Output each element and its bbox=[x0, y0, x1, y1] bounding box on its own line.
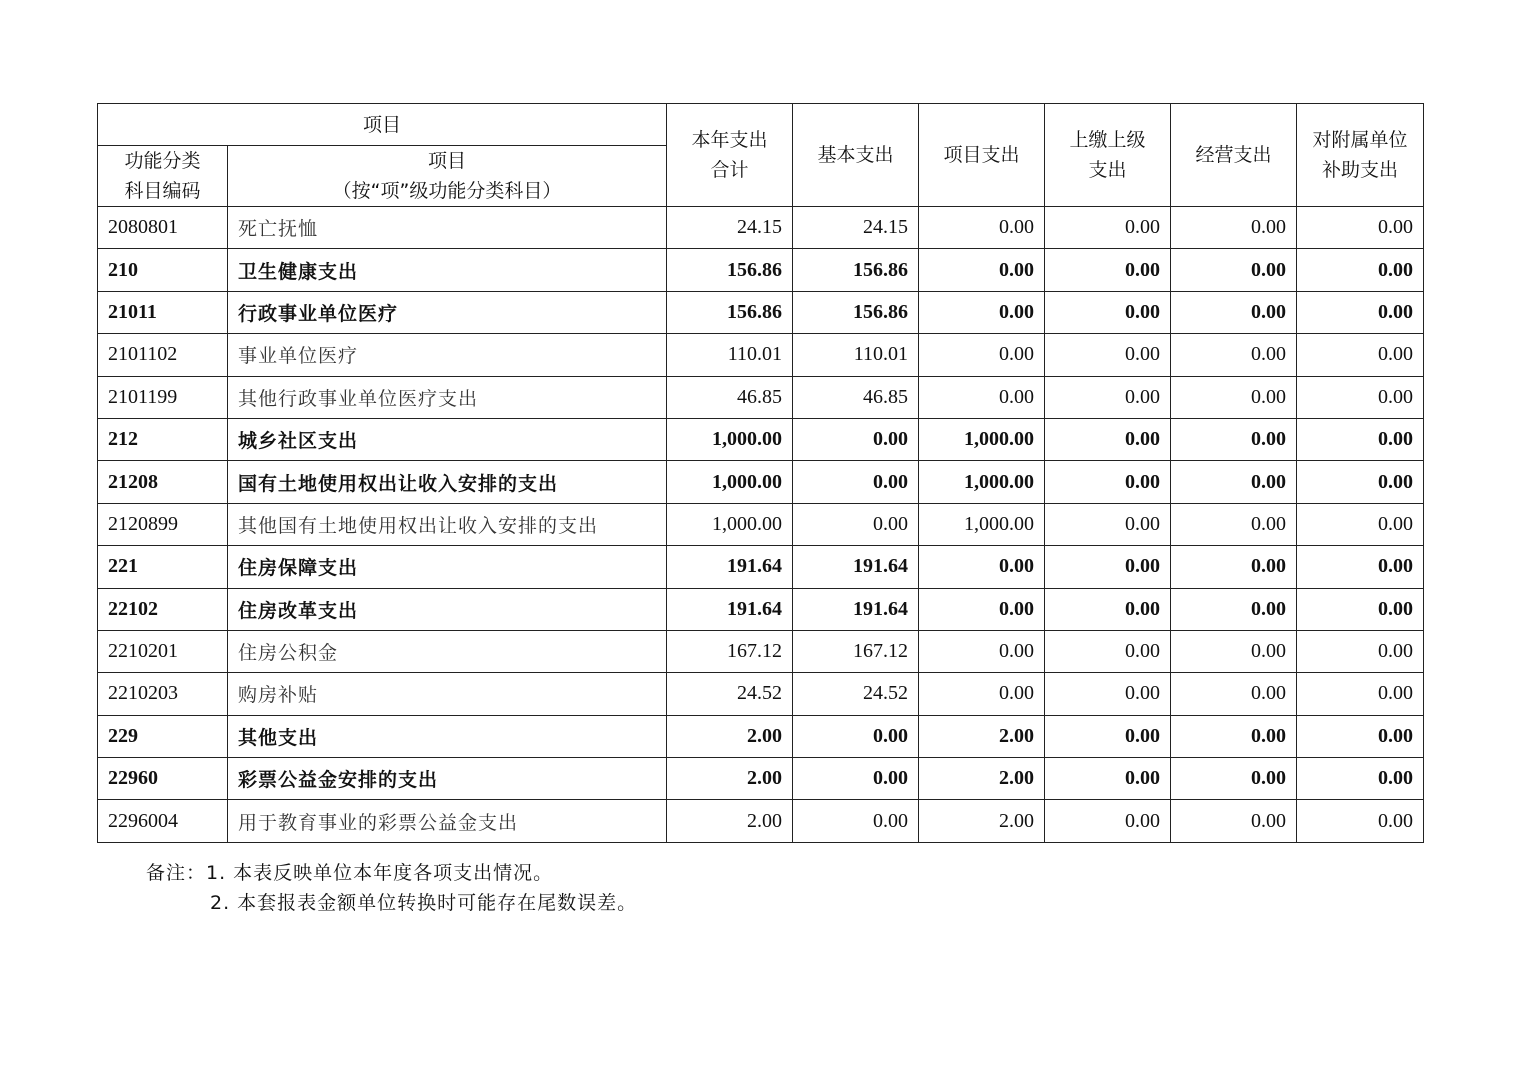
cell-basic: 0.00 bbox=[793, 715, 919, 757]
cell-upper: 0.00 bbox=[1045, 461, 1171, 503]
header-name-line1: 项目 bbox=[428, 150, 467, 172]
cell-code: 210 bbox=[98, 249, 228, 291]
cell-name: 国有土地使用权出让收入安排的支出 bbox=[228, 461, 667, 503]
cell-project: 0.00 bbox=[919, 376, 1045, 418]
cell-subsidy: 0.00 bbox=[1297, 758, 1424, 800]
header-name bbox=[228, 146, 667, 207]
cell-name: 死亡抚恤 bbox=[228, 207, 667, 249]
header-name-line2: （按“项”级功能分类科目） bbox=[332, 180, 562, 202]
cell-total: 191.64 bbox=[667, 588, 793, 630]
cell-name: 住房保障支出 bbox=[228, 546, 667, 588]
table-row bbox=[98, 546, 1424, 588]
cell-basic: 156.86 bbox=[793, 291, 919, 333]
cell-upper: 0.00 bbox=[1045, 249, 1171, 291]
cell-business: 0.00 bbox=[1171, 800, 1297, 842]
table-row bbox=[98, 758, 1424, 800]
cell-name: 卫生健康支出 bbox=[228, 249, 667, 291]
table-row bbox=[98, 249, 1424, 291]
cell-business: 0.00 bbox=[1171, 546, 1297, 588]
cell-code: 21208 bbox=[98, 461, 228, 503]
cell-project: 1,000.00 bbox=[919, 418, 1045, 460]
cell-name: 其他支出 bbox=[228, 715, 667, 757]
cell-name: 事业单位医疗 bbox=[228, 334, 667, 376]
cell-project: 0.00 bbox=[919, 291, 1045, 333]
cell-upper: 0.00 bbox=[1045, 715, 1171, 757]
cell-upper: 0.00 bbox=[1045, 546, 1171, 588]
cell-project: 1,000.00 bbox=[919, 461, 1045, 503]
cell-subsidy: 0.00 bbox=[1297, 291, 1424, 333]
cell-upper: 0.00 bbox=[1045, 291, 1171, 333]
header-upper: 上缴上级 支出 bbox=[1045, 104, 1171, 207]
cell-upper: 0.00 bbox=[1045, 334, 1171, 376]
cell-business: 0.00 bbox=[1171, 673, 1297, 715]
header-business: 经营支出 bbox=[1171, 104, 1297, 207]
cell-business: 0.00 bbox=[1171, 249, 1297, 291]
cell-code: 22102 bbox=[98, 588, 228, 630]
cell-code: 2080801 bbox=[98, 207, 228, 249]
table-row bbox=[98, 588, 1424, 630]
cell-business: 0.00 bbox=[1171, 461, 1297, 503]
cell-business: 0.00 bbox=[1171, 418, 1297, 460]
cell-project: 0.00 bbox=[919, 249, 1045, 291]
expenditure-table bbox=[97, 103, 1424, 843]
cell-name: 城乡社区支出 bbox=[228, 418, 667, 460]
cell-subsidy: 0.00 bbox=[1297, 630, 1424, 672]
cell-total: 191.64 bbox=[667, 546, 793, 588]
header-subsidy: 对附属单位 补助支出 bbox=[1297, 104, 1424, 207]
cell-basic: 167.12 bbox=[793, 630, 919, 672]
table-row bbox=[98, 291, 1424, 333]
cell-basic: 0.00 bbox=[793, 503, 919, 545]
cell-subsidy: 0.00 bbox=[1297, 334, 1424, 376]
cell-basic: 24.52 bbox=[793, 673, 919, 715]
header-total: 本年支出 合计 bbox=[667, 104, 793, 207]
cell-business: 0.00 bbox=[1171, 758, 1297, 800]
cell-subsidy: 0.00 bbox=[1297, 207, 1424, 249]
cell-business: 0.00 bbox=[1171, 291, 1297, 333]
table-row bbox=[98, 418, 1424, 460]
cell-project: 2.00 bbox=[919, 800, 1045, 842]
cell-business: 0.00 bbox=[1171, 376, 1297, 418]
cell-basic: 156.86 bbox=[793, 249, 919, 291]
table-row bbox=[98, 503, 1424, 545]
cell-subsidy: 0.00 bbox=[1297, 249, 1424, 291]
header-basic: 基本支出 bbox=[793, 104, 919, 207]
cell-code: 221 bbox=[98, 546, 228, 588]
cell-subsidy: 0.00 bbox=[1297, 461, 1424, 503]
cell-code: 2210203 bbox=[98, 673, 228, 715]
cell-name: 行政事业单位医疗 bbox=[228, 291, 667, 333]
table-row bbox=[98, 376, 1424, 418]
cell-total: 1,000.00 bbox=[667, 461, 793, 503]
cell-subsidy: 0.00 bbox=[1297, 503, 1424, 545]
cell-total: 110.01 bbox=[667, 334, 793, 376]
cell-subsidy: 0.00 bbox=[1297, 418, 1424, 460]
cell-total: 1,000.00 bbox=[667, 503, 793, 545]
cell-upper: 0.00 bbox=[1045, 503, 1171, 545]
cell-project: 0.00 bbox=[919, 588, 1045, 630]
cell-total: 2.00 bbox=[667, 758, 793, 800]
cell-business: 0.00 bbox=[1171, 334, 1297, 376]
cell-total: 46.85 bbox=[667, 376, 793, 418]
cell-basic: 46.85 bbox=[793, 376, 919, 418]
cell-upper: 0.00 bbox=[1045, 376, 1171, 418]
cell-total: 1,000.00 bbox=[667, 418, 793, 460]
cell-name: 住房公积金 bbox=[228, 630, 667, 672]
cell-name: 其他行政事业单位医疗支出 bbox=[228, 376, 667, 418]
cell-code: 21011 bbox=[98, 291, 228, 333]
cell-basic: 24.15 bbox=[793, 207, 919, 249]
cell-business: 0.00 bbox=[1171, 715, 1297, 757]
cell-subsidy: 0.00 bbox=[1297, 588, 1424, 630]
cell-total: 2.00 bbox=[667, 715, 793, 757]
cell-total: 156.86 bbox=[667, 249, 793, 291]
cell-project: 0.00 bbox=[919, 207, 1045, 249]
header-code: 功能分类 科目编码 bbox=[98, 146, 228, 207]
notes bbox=[146, 858, 637, 918]
cell-upper: 0.00 bbox=[1045, 758, 1171, 800]
cell-upper: 0.00 bbox=[1045, 207, 1171, 249]
table-row bbox=[98, 334, 1424, 376]
note-line-2: 2. 本套报表金额单位转换时可能存在尾数误差。 bbox=[210, 892, 638, 914]
cell-upper: 0.00 bbox=[1045, 630, 1171, 672]
cell-total: 156.86 bbox=[667, 291, 793, 333]
table-row bbox=[98, 461, 1424, 503]
table-body bbox=[98, 207, 1424, 843]
cell-subsidy: 0.00 bbox=[1297, 715, 1424, 757]
cell-total: 24.52 bbox=[667, 673, 793, 715]
cell-project: 0.00 bbox=[919, 630, 1045, 672]
cell-subsidy: 0.00 bbox=[1297, 800, 1424, 842]
cell-total: 24.15 bbox=[667, 207, 793, 249]
cell-name: 住房改革支出 bbox=[228, 588, 667, 630]
cell-total: 2.00 bbox=[667, 800, 793, 842]
cell-name: 其他国有土地使用权出让收入安排的支出 bbox=[228, 503, 667, 545]
table-row bbox=[98, 630, 1424, 672]
cell-project: 0.00 bbox=[919, 546, 1045, 588]
cell-code: 2210201 bbox=[98, 630, 228, 672]
cell-business: 0.00 bbox=[1171, 588, 1297, 630]
cell-business: 0.00 bbox=[1171, 630, 1297, 672]
table-row bbox=[98, 800, 1424, 842]
cell-name: 购房补贴 bbox=[228, 673, 667, 715]
cell-basic: 191.64 bbox=[793, 588, 919, 630]
cell-basic: 0.00 bbox=[793, 800, 919, 842]
cell-upper: 0.00 bbox=[1045, 588, 1171, 630]
cell-code: 229 bbox=[98, 715, 228, 757]
cell-basic: 0.00 bbox=[793, 461, 919, 503]
cell-project: 0.00 bbox=[919, 673, 1045, 715]
cell-subsidy: 0.00 bbox=[1297, 673, 1424, 715]
table-row bbox=[98, 715, 1424, 757]
cell-subsidy: 0.00 bbox=[1297, 546, 1424, 588]
cell-basic: 110.01 bbox=[793, 334, 919, 376]
cell-code: 2296004 bbox=[98, 800, 228, 842]
cell-name: 彩票公益金安排的支出 bbox=[228, 758, 667, 800]
cell-code: 212 bbox=[98, 418, 228, 460]
cell-subsidy: 0.00 bbox=[1297, 376, 1424, 418]
cell-code: 2101102 bbox=[98, 334, 228, 376]
cell-basic: 191.64 bbox=[793, 546, 919, 588]
cell-project: 1,000.00 bbox=[919, 503, 1045, 545]
cell-code: 22960 bbox=[98, 758, 228, 800]
cell-basic: 0.00 bbox=[793, 758, 919, 800]
cell-upper: 0.00 bbox=[1045, 418, 1171, 460]
table-row bbox=[98, 207, 1424, 249]
cell-upper: 0.00 bbox=[1045, 673, 1171, 715]
header-item-group: 项目 bbox=[98, 104, 667, 146]
cell-project: 0.00 bbox=[919, 334, 1045, 376]
cell-business: 0.00 bbox=[1171, 503, 1297, 545]
cell-total: 167.12 bbox=[667, 630, 793, 672]
cell-basic: 0.00 bbox=[793, 418, 919, 460]
cell-business: 0.00 bbox=[1171, 207, 1297, 249]
cell-project: 2.00 bbox=[919, 758, 1045, 800]
cell-upper: 0.00 bbox=[1045, 800, 1171, 842]
cell-project: 2.00 bbox=[919, 715, 1045, 757]
table-row bbox=[98, 673, 1424, 715]
header-project: 项目支出 bbox=[919, 104, 1045, 207]
note-line-1: 备注：1. 本表反映单位本年度各项支出情况。 bbox=[146, 862, 554, 884]
cell-code: 2120899 bbox=[98, 503, 228, 545]
cell-code: 2101199 bbox=[98, 376, 228, 418]
cell-name: 用于教育事业的彩票公益金支出 bbox=[228, 800, 667, 842]
